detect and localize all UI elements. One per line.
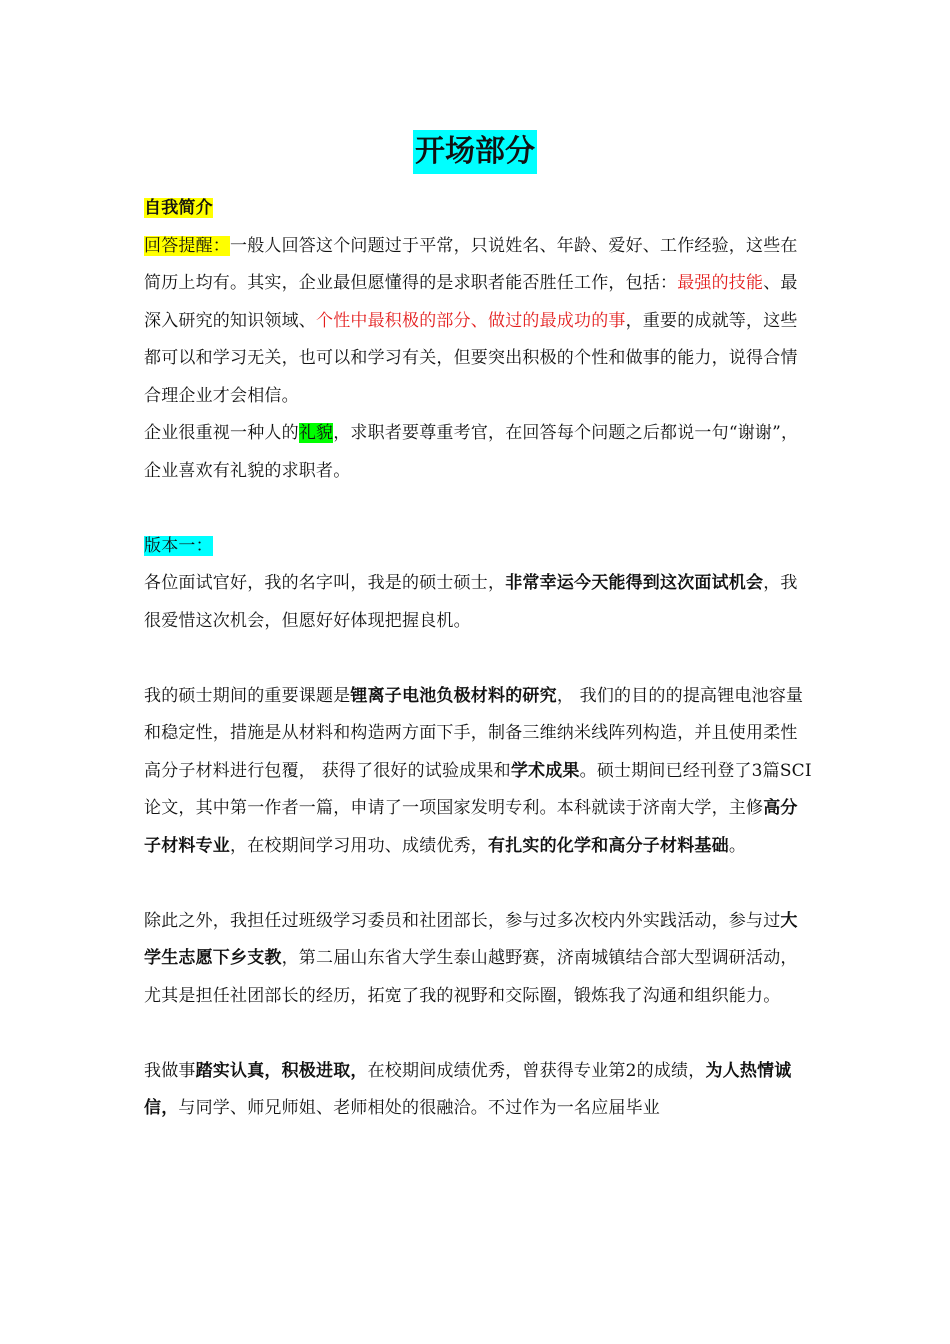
politeness-text-a: 企业很重视一种人的: [144, 423, 299, 443]
v2-text-e: 。: [728, 835, 747, 856]
politeness-text-b: ，求职者要尊重考官，在回答每个问题之后都说一句“谢谢”，企业喜欢有礼貌的求职者。: [144, 423, 799, 481]
v4-bold-2: 为人热情诚信，: [144, 1060, 792, 1118]
v3-text-b: ，第二届山东省大学生泰山越野赛，济南城镇结合部大型调研活动，尤其是担任社团部长的经历，拓宽了我的视野和交际圈，锻炼我了沟通和组织能力。: [144, 948, 798, 1006]
v2-text-d: ，在校期间学习用功、成绩优秀，: [230, 835, 488, 856]
intro-red-1: 最强的技能: [677, 273, 764, 293]
v1-text-a: 各位面试官好，我的名字叫，我是的硕士硕士，: [144, 573, 506, 593]
intro-text-b: 、最深入研究的知识领域、: [144, 273, 798, 331]
v2-bold-1: 锂离子电池负极材料的研究: [350, 685, 557, 706]
intro-text-c: ，重要的成就等，这些都可以和学习无关，也可以和学习有关，但要突出积极的个性和做事的能力，说得合情合理企业才会相信。: [144, 310, 798, 406]
v3-text-a: 除此之外，我担任过班级学习委员和社团部长，参与过多次校内外实践活动，参与过: [144, 910, 781, 931]
politeness-paragraph: [144, 415, 812, 490]
v4-text-a: 我做事: [144, 1060, 196, 1081]
v4-bold-1: 踏实认真，积极进取，: [195, 1060, 368, 1081]
page-title: 开场部分: [413, 130, 537, 174]
intro-text-a: 一般人回答这个问题过于平常，只说姓名、年龄、爱好、工作经验，这些在简历上均有。其实，企业最但愿懂得的是求职者能否胜任工作，包括：: [144, 235, 798, 293]
page-title-block: [0, 130, 950, 174]
v2-text-b: ， 我们的目的的提高锂电池容量和稳定性，措施是从材料和构造两方面下手，制备三维纳米线阵列构造，并且使用柔性高分子材料进行包覆， 获得了很好的试验成果和: [144, 685, 804, 781]
v1-text-b: ，我很爱惜这次机会，但愿好好体现把握良机。: [144, 573, 798, 631]
version-paragraph-1: [144, 565, 812, 640]
v4-text-b: 在校期间成绩优秀，曾获得专业第2的成绩，: [367, 1060, 706, 1081]
version-paragraph-4: [144, 1053, 812, 1128]
version-paragraph-2: [144, 678, 812, 866]
politeness-highlight: 礼貌: [298, 423, 334, 443]
v2-text-a: 我的硕士期间的重要课题是: [144, 685, 351, 706]
v3-bold: 大学生志愿下乡支教: [144, 910, 798, 968]
v1-bold: 非常幸运今天能得到这次面试机会: [505, 573, 764, 593]
version-label: 版本一：: [144, 535, 213, 556]
intro-red-2: 个性中最积极的部分、做过的最成功的事: [316, 310, 626, 331]
v2-bold-3: 高分子材料专业: [144, 798, 798, 856]
version-label-line: [144, 528, 812, 566]
spacer: [144, 865, 812, 903]
v4-text-c: 与同学、师兄师姐、老师相处的很融洽。不过作为一名应届毕业: [178, 1098, 661, 1118]
spacer: [144, 1015, 812, 1053]
spacer: [144, 640, 812, 678]
document-body: [144, 190, 812, 1128]
spacer: [144, 490, 812, 528]
section-title-text: 自我简介: [144, 198, 213, 218]
v2-bold-2: 学术成果: [510, 760, 580, 781]
intro-label: 回答提醒：: [144, 235, 230, 256]
v2-text-c: 。硕士期间已经刊登了3篇SCI论文，其中第一作者一篇，申请了一项国家发明专利。本科就读于济南大学，主修: [144, 760, 812, 818]
section-title: [144, 190, 812, 228]
v2-bold-4: 有扎实的化学和高分子材料基础: [488, 835, 729, 856]
intro-paragraph: [144, 228, 812, 416]
version-paragraph-3: [144, 903, 812, 1016]
